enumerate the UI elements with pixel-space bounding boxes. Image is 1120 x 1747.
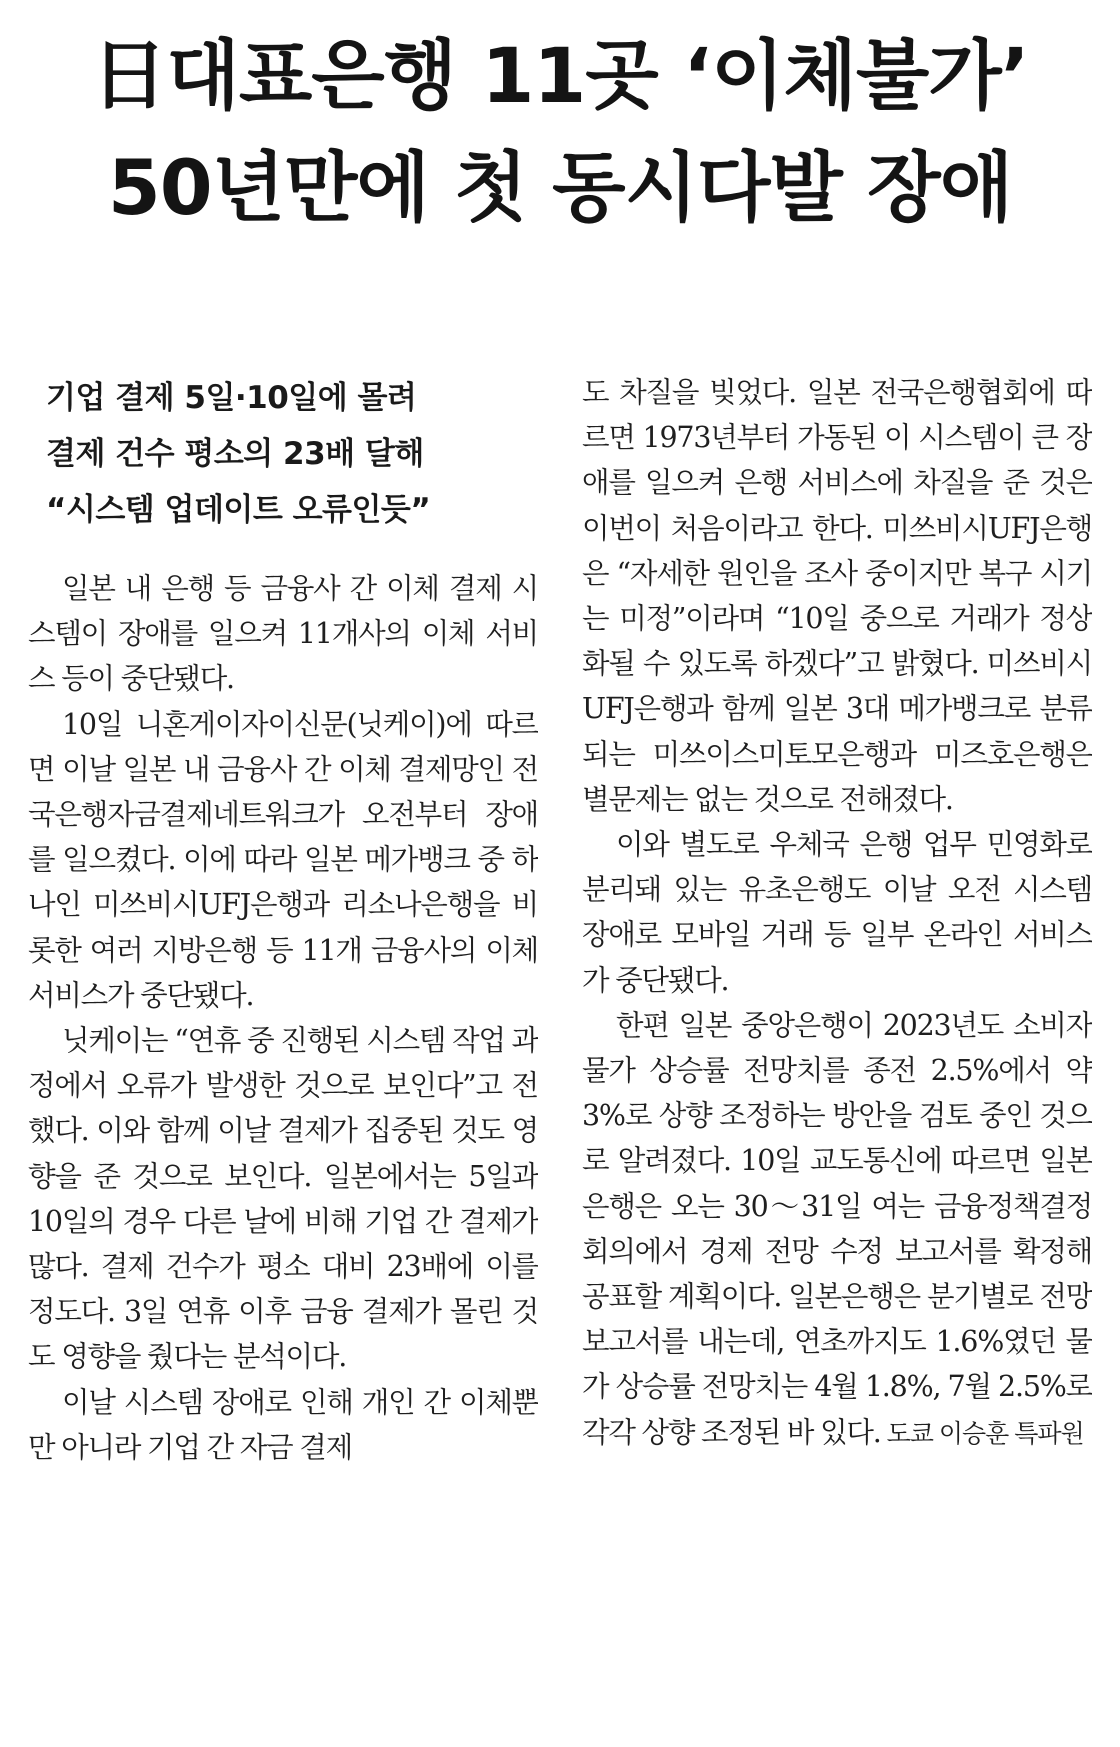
article-paragraph: 닛케이는 “연휴 중 진행된 시스템 작업 과정에서 오류가 발생한 것으로 보인다”고 전했다. 이와 함께 이날 결제가 집중된 것도 영향을 준 것으로 보인다. 일본에서는 5일과 10일의 경우 다른 날에 비해 기업 간 결제가 많다. 결제 건수가 평소 대비 23배에 이를 정도다. 3일 연휴 이후 금융 결제가 몰린 것도 영향을 줬다는 분석이다. [28,1024,538,1374]
article-paragraph-text: 한편 일본 중앙은행이 2023년도 소비자물가 상승률 전망치를 종전 2.5%에서 약 3%로 상향 조정하는 방안을 검토 중인 것으로 알려졌다. 10일 교도통신에 따르면 일본은행은 오는 30～31일 여는 금융정책결정회의에서 경제 전망 수정 보고서를 확정해 공표할 계획이다. 일본은행은 분기별로 전망 보고서를 내는데, 연초까지도 1.6%였던 물가 상승률 전망치는 4월 1.8%, 7월 2.5%로 각각 상향 조정된 바 있다. [582,1008,1092,1449]
subheadline: “시스템 업데이트 오류인듯” [46,492,431,528]
subheadline-block [28,370,538,566]
article-paragraph: 10일 니혼게이자이신문(닛케이)에 따르면 이날 일본 내 금융사 간 이체 결제망인 전국은행자금결제네트워크가 오전부터 장애를 일으켰다. 이에 따라 일본 메가뱅크 중 하나인 미쓰비시UFJ은행과 리소나은행을 비롯한 여러 지방은행 등 11개 금융사의 이체 서비스가 중단됐다. [28,707,538,1012]
right-column [582,370,1092,1730]
subheadline: 기업 결제 5일·10일에 몰려 [46,380,417,416]
headline [0,20,1120,244]
byline: 도쿄 이승훈 특파원 [886,1418,1084,1448]
headline-line-1: 日대표은행 11곳 ‘이체불가’ [91,31,1029,120]
article-paragraph: 이날 시스템 장애로 인해 개인 간 이체뿐만 아니라 기업 간 자금 결제 [28,1385,538,1464]
headline-line-2: 50년만에 첫 동시다발 장애 [107,143,1013,232]
article-paragraph: 도 차질을 빚었다. 일본 전국은행협회에 따르면 1973년부터 가동된 이 시스템이 큰 장애를 일으켜 은행 서비스에 차질을 준 것은 이번이 처음이라고 한다. 미쓰비시UFJ은행은 “자세한 원인을 조사 중이지만 복구 시기는 미정”이라며 “10일 중으로 거래가 정상화될 수 있도록 하겠다”고 밝혔다. 미쓰비시UFJ은행과 함께 일본 3대 메가뱅크로 분류되는 미쓰이스미토모은행과 미즈호은행은 별문제는 없는 것으로 전해졌다. [582,376,1092,816]
left-column [28,370,538,1730]
article-paragraph: 이와 별도로 우체국 은행 업무 민영화로 분리돼 있는 유초은행도 이날 오전 시스템 장애로 모바일 거래 등 일부 온라인 서비스가 중단됐다. [582,828,1092,997]
article-paragraph-last [582,1003,1092,1456]
subheadline: 결제 건수 평소의 23배 달해 [46,436,424,472]
article-body [28,370,1092,1730]
article-paragraph: 일본 내 은행 등 금융사 간 이체 결제 시스템이 장애를 일으켜 11개사의 이체 서비스 등이 중단됐다. [28,572,538,696]
